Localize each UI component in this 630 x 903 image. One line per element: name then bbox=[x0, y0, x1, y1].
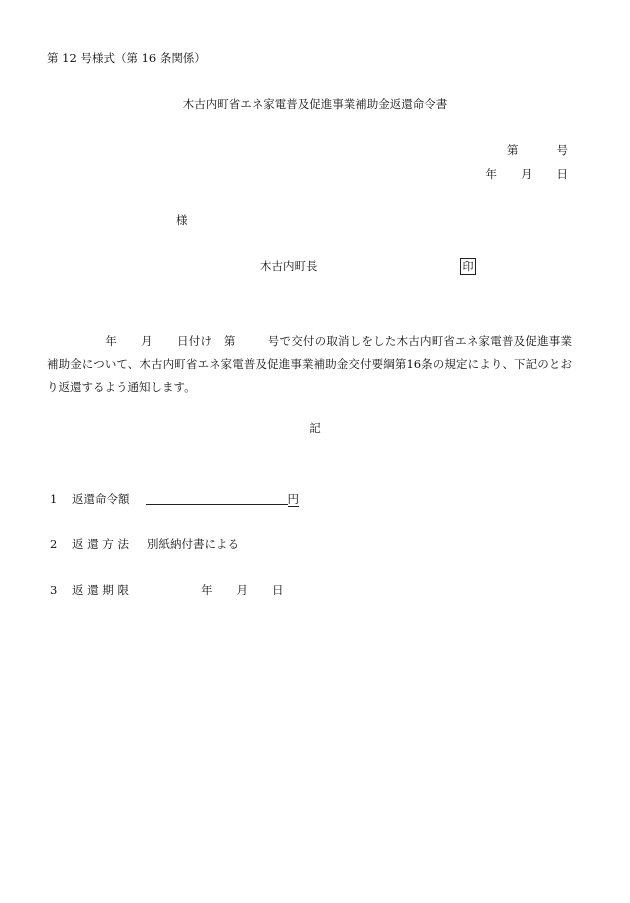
item-label: 返還命令額 bbox=[72, 491, 130, 506]
item-number: 3 bbox=[50, 583, 58, 597]
form-number: 第 12 号様式（第 16 条関係） bbox=[47, 51, 206, 65]
date-day: 日 bbox=[556, 167, 568, 181]
seal-mark: 印 bbox=[460, 258, 476, 275]
date-year: 年 bbox=[485, 167, 497, 181]
doc-number-suffix: 号 bbox=[556, 143, 568, 157]
date-month: 月 bbox=[521, 167, 533, 181]
item-number: 1 bbox=[50, 491, 58, 506]
amount-unit: 円 bbox=[287, 491, 299, 506]
body-text: 号で交付の取消しをした木古内町省エネ家電普及促進事業補助金について、木古内町省エネ家電普及促進事業補助金交付要綱第16条の規定により、下記のとおり返還するよう通知します。 bbox=[47, 334, 573, 394]
amount-underline bbox=[146, 492, 288, 505]
item-value: 別紙納付書による bbox=[146, 537, 239, 551]
body-month: 月 bbox=[140, 334, 153, 348]
deadline-month: 月 bbox=[236, 583, 248, 597]
body-year: 年 bbox=[105, 334, 117, 348]
ki-heading: 記 bbox=[309, 421, 321, 435]
addressee: 様 bbox=[176, 213, 188, 227]
item-label: 返 還 期 限 bbox=[72, 583, 129, 597]
item-label: 返 還 方 法 bbox=[72, 537, 129, 551]
item-number: 2 bbox=[50, 537, 58, 551]
item-return-amount bbox=[50, 492, 299, 505]
deadline-year: 年 bbox=[200, 583, 213, 597]
doc-number-prefix: 第 bbox=[507, 143, 519, 157]
document-title: 木古内町省エネ家電普及促進事業補助金返還命令書 bbox=[182, 97, 448, 111]
issuer-name: 木古内町長 bbox=[260, 259, 318, 273]
deadline-day: 日 bbox=[271, 583, 284, 597]
item-return-deadline bbox=[50, 585, 283, 597]
body-date-no: 日付け 第 bbox=[176, 334, 236, 348]
item-return-method bbox=[50, 539, 239, 551]
notice-body bbox=[47, 330, 572, 399]
issue-date-line bbox=[486, 169, 569, 181]
document-number-line bbox=[507, 145, 568, 157]
